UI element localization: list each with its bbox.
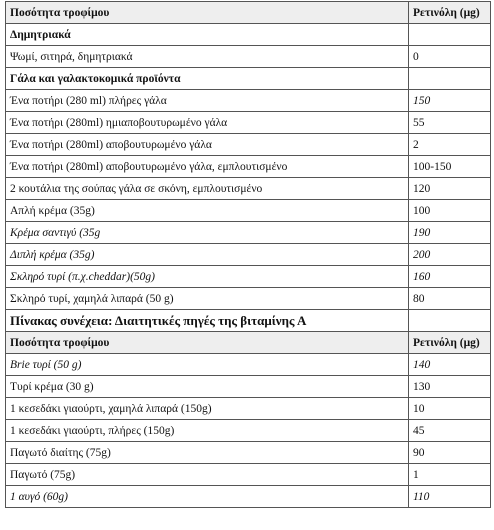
- food-cell: Ένα ποτήρι (280 ml) πλήρες γάλα: [6, 90, 409, 112]
- retinol-cell: 150: [409, 90, 491, 112]
- continuation-title: Πίνακας συνέχεια: Διαιτητικές πηγές της βιταμίνης Α: [6, 310, 409, 332]
- table-row: [6, 90, 491, 112]
- header-retinol: Ρετινόλη (μg): [409, 332, 491, 354]
- category-dairy: Γάλα και γαλακτοκομικά προϊόντα: [6, 68, 409, 90]
- retinol-cell: 90: [409, 442, 491, 464]
- table-row: [6, 200, 491, 222]
- food-cell: Διπλή κρέμα (35g): [6, 244, 409, 266]
- food-cell: Ένα ποτήρι (280ml) αποβουτυρωμένο γάλα, εμπλουτισμένο: [6, 156, 409, 178]
- retinol-cell: 2: [409, 134, 491, 156]
- table-row: [6, 420, 491, 442]
- table-header-row: [6, 2, 491, 24]
- food-cell: Τυρί κρέμα (30 g): [6, 376, 409, 398]
- continuation-title-row: [6, 310, 491, 332]
- retinol-cell: 140: [409, 354, 491, 376]
- table-row: [6, 178, 491, 200]
- retinol-cell: 1: [409, 464, 491, 486]
- header-food-quantity: Ποσότητα τροφίμου: [6, 2, 409, 24]
- category-row: [6, 24, 491, 46]
- food-cell: Ένα ποτήρι (280ml) αποβουτυρωμένο γάλα: [6, 134, 409, 156]
- retinol-cell: 0: [409, 46, 491, 68]
- food-cell: Ένα ποτήρι (280ml) ημιαποβουτυρωμένο γάλα: [6, 112, 409, 134]
- food-cell: Απλή κρέμα (35g): [6, 200, 409, 222]
- food-cell: Σκληρό τυρί (π.χ.cheddar)(50g): [6, 266, 409, 288]
- vitamin-a-table: [5, 1, 491, 508]
- table-row: [6, 398, 491, 420]
- retinol-cell: 100: [409, 200, 491, 222]
- food-cell: Σκληρό τυρί, χαμηλά λιπαρά (50 g): [6, 288, 409, 310]
- retinol-cell: 80: [409, 288, 491, 310]
- food-cell: 1 κεσεδάκι γιαούρτι, πλήρες (150g): [6, 420, 409, 442]
- table-row: [6, 464, 491, 486]
- food-cell: Παγωτό διαίτης (75g): [6, 442, 409, 464]
- retinol-cell: 200: [409, 244, 491, 266]
- retinol-cell: 55: [409, 112, 491, 134]
- retinol-cell: 130: [409, 376, 491, 398]
- table-row: [6, 354, 491, 376]
- table-row: [6, 376, 491, 398]
- food-cell: Κρέμα σαντιγύ (35g: [6, 222, 409, 244]
- table-row: [6, 244, 491, 266]
- empty-cell: [409, 310, 491, 332]
- table-row: [6, 442, 491, 464]
- food-cell: 2 κουτάλια της σούπας γάλα σε σκόνη, εμπλουτισμένο: [6, 178, 409, 200]
- retinol-cell: 110: [409, 486, 491, 508]
- table-row: [6, 288, 491, 310]
- header-retinol: Ρετινόλη (μg): [409, 2, 491, 24]
- empty-cell: [409, 68, 491, 90]
- retinol-cell: 10: [409, 398, 491, 420]
- table-row: [6, 266, 491, 288]
- retinol-cell: 160: [409, 266, 491, 288]
- retinol-cell: 190: [409, 222, 491, 244]
- retinol-cell: 120: [409, 178, 491, 200]
- table-row: [6, 46, 491, 68]
- retinol-cell: 100-150: [409, 156, 491, 178]
- retinol-cell: 45: [409, 420, 491, 442]
- table-row: [6, 486, 491, 508]
- food-cell: Brie τυρί (50 g): [6, 354, 409, 376]
- table-row: [6, 156, 491, 178]
- table-row: [6, 134, 491, 156]
- header-food-quantity: Ποσότητα τροφίμου: [6, 332, 409, 354]
- food-cell: 1 αυγό (60g): [6, 486, 409, 508]
- food-cell: Παγωτό (75g): [6, 464, 409, 486]
- category-row: [6, 68, 491, 90]
- food-cell: Ψωμί, σιτηρά, δημητριακά: [6, 46, 409, 68]
- table-row: [6, 222, 491, 244]
- category-cereals: Δημητριακά: [6, 24, 409, 46]
- food-cell: 1 κεσεδάκι γιαούρτι, χαμηλά λιπαρά (150g): [6, 398, 409, 420]
- table-header-row: [6, 332, 491, 354]
- empty-cell: [409, 24, 491, 46]
- table-row: [6, 112, 491, 134]
